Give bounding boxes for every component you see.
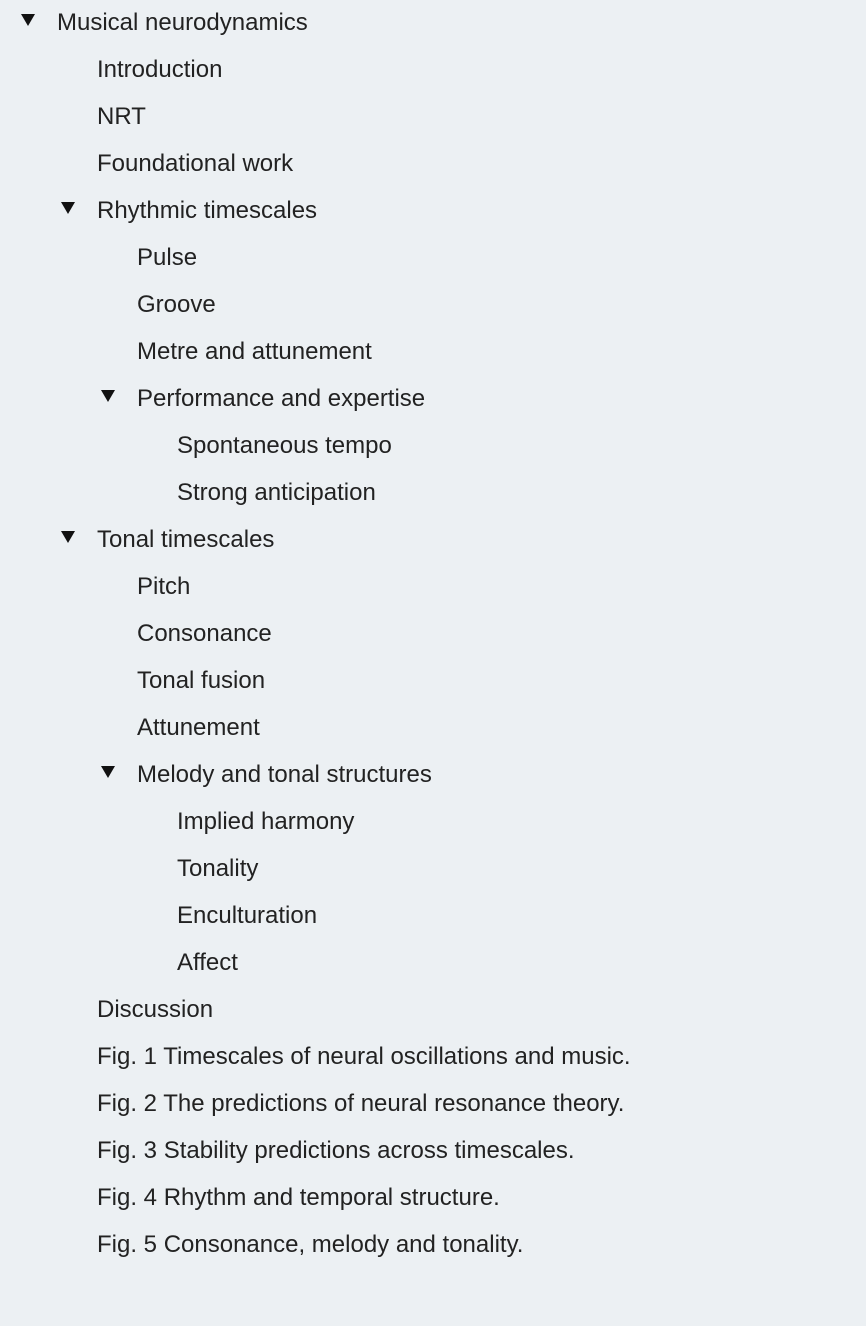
outline-item[interactable] xyxy=(0,470,866,517)
outline-item-label: Performance and expertise xyxy=(137,385,426,412)
outline-item-label: Fig. 4 Rhythm and temporal structure. xyxy=(97,1184,500,1211)
outline-item-label: Pulse xyxy=(137,244,198,271)
outline-item[interactable] xyxy=(0,1175,866,1222)
outline-item-label: Fig. 2 The predictions of neural resonance theory. xyxy=(97,1090,625,1117)
outline-item[interactable] xyxy=(0,188,866,235)
outline-item[interactable] xyxy=(0,1081,866,1128)
outline-item-label: Attunement xyxy=(137,714,260,741)
outline-item-label: Consonance xyxy=(137,620,272,647)
triangle-down-icon[interactable] xyxy=(59,199,77,217)
outline-item[interactable] xyxy=(0,0,866,47)
outline-item-label: Fig. 1 Timescales of neural oscillations and music. xyxy=(97,1043,631,1070)
outline-item-label: Tonal timescales xyxy=(97,526,275,553)
outline-item-label: Discussion xyxy=(97,996,214,1023)
outline-item-label: Introduction xyxy=(97,56,223,83)
outline-item-label: Tonal fusion xyxy=(137,667,266,694)
outline-item[interactable] xyxy=(0,47,866,94)
outline-item[interactable] xyxy=(0,141,866,188)
outline-item[interactable] xyxy=(0,282,866,329)
outline-item[interactable] xyxy=(0,376,866,423)
outline-item[interactable] xyxy=(0,235,866,282)
outline-item[interactable] xyxy=(0,517,866,564)
outline-item-label: NRT xyxy=(97,103,146,130)
outline-item[interactable] xyxy=(0,1222,866,1269)
outline-item-label: Spontaneous tempo xyxy=(177,432,392,459)
outline-item-label: Strong anticipation xyxy=(177,479,376,506)
outline-item[interactable] xyxy=(0,987,866,1034)
outline-item-label: Tonality xyxy=(177,855,259,882)
outline-item[interactable] xyxy=(0,1034,866,1081)
outline-item-label: Enculturation xyxy=(177,902,318,929)
outline-item[interactable] xyxy=(0,564,866,611)
outline-item[interactable] xyxy=(0,705,866,752)
outline-item[interactable] xyxy=(0,846,866,893)
outline-item-label: Pitch xyxy=(137,573,191,600)
triangle-down-icon[interactable] xyxy=(99,763,117,781)
outline-item-label: Foundational work xyxy=(97,150,294,177)
outline-item[interactable] xyxy=(0,799,866,846)
triangle-down-icon[interactable] xyxy=(99,387,117,405)
outline-item[interactable] xyxy=(0,329,866,376)
outline-item-label: Affect xyxy=(177,949,238,976)
outline-item-label: Rhythmic timescales xyxy=(97,197,318,224)
triangle-down-icon[interactable] xyxy=(59,528,77,546)
outline-item[interactable] xyxy=(0,94,866,141)
outline-item-label: Fig. 3 Stability predictions across timescales. xyxy=(97,1137,575,1164)
triangle-down-icon[interactable] xyxy=(19,11,37,29)
outline-item-label: Metre and attunement xyxy=(137,338,372,365)
outline-item[interactable] xyxy=(0,940,866,987)
outline-item-label: Musical neurodynamics xyxy=(57,9,308,36)
outline-item[interactable] xyxy=(0,658,866,705)
outline-item[interactable] xyxy=(0,893,866,940)
outline-item[interactable] xyxy=(0,423,866,470)
outline-item-label: Melody and tonal structures xyxy=(137,761,432,788)
outline-item-label: Groove xyxy=(137,291,216,318)
outline-item[interactable] xyxy=(0,611,866,658)
outline-item-label: Implied harmony xyxy=(177,808,355,835)
outline-item-label: Fig. 5 Consonance, melody and tonality. xyxy=(97,1231,524,1258)
outline-item[interactable] xyxy=(0,752,866,799)
outline-item[interactable] xyxy=(0,1128,866,1175)
